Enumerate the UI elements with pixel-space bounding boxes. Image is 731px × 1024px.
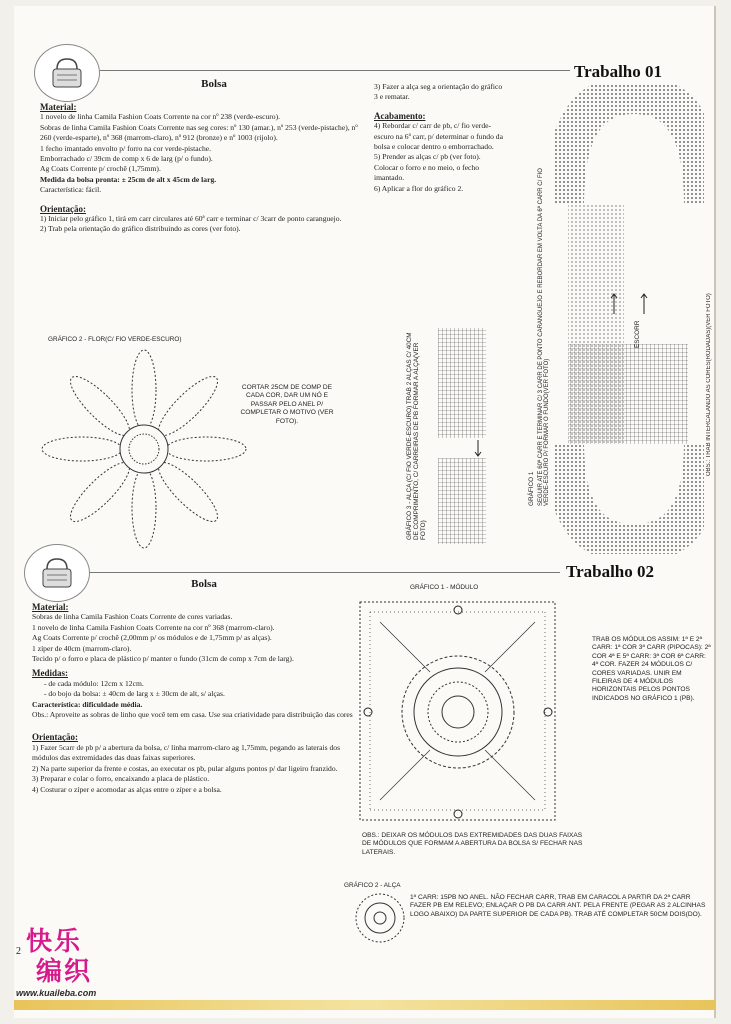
material-line: Emborrachado c/ 39cm de comp x 6 de larg (p/ o fundo). (40, 154, 213, 164)
section1-right-column (374, 82, 506, 194)
flower-note: CORTAR 25CM DE COMP DE CADA COR, DAR UM NÓ E PASSAR PELO ANEL P/ COMPLETAR O MOTIVO (VER FOTO). (240, 384, 334, 425)
material-heading: Material: (32, 602, 69, 612)
page-number: 2 (16, 946, 21, 957)
watermark-line1: 快乐 (26, 927, 83, 957)
footer-gold-bar (14, 1000, 716, 1010)
watermark-line2: 编织 (36, 957, 93, 987)
section2-title: Trabalho 02 (566, 562, 655, 581)
acabamento-heading: Acabamento: (374, 110, 426, 121)
bag-logo-icon (34, 44, 100, 102)
grafico1-modulo-label: GRÁFICO 1 - MÓDULO (410, 584, 479, 591)
grafico1-note: SEGUIR ATÉ 60ª CARR E TERMINAR C/ 3 CARR DE PONTO CARANGUEJO E REBORDAR EM VOLTA DA 6ª CARR C/ FIO VERDE-ESCURO P/ FORMAR O FUNDO(VER FOTO) (538, 168, 550, 506)
arrow-label: ESCORR (634, 320, 641, 348)
material-line: Tecido p/ o forro e placa de plástico p/ manter o fundo (31cm de comp x 7cm de larg). (32, 654, 294, 664)
grafico2-flor-label: GRÁFICO 2 - FLOR(C/ FIO VERDE-ESCURO) (48, 336, 182, 343)
orientacao-line: 3) Preparar e colar o forro, encaixando a placa de plástico. (32, 774, 210, 784)
flower-chart-diagram (34, 346, 264, 551)
obs: Obs.: Aproveite as sobras de linho que você tem em casa. Use sua criatividade para distribuição das cores (32, 710, 353, 720)
alca-note: 1ª CARR: 15PB NO ANEL. NÃO FECHAR CARR, TRAB EM CARACOL A PARTIR DA 2ª CARR FAZER PB EM RELEVO; ENLAÇAR O PB DA CARR ANT. PELA FRENTE (PEGAR AS 2 ALCINHAS LOGO ABAIXO) DA PARTE SUPERIOR DE CADA PB). TRAB ATÉ COMPLETAR 50CM DOIS(DO). (410, 894, 706, 918)
section1-heading: Bolsa (201, 78, 227, 90)
section1-material (40, 102, 362, 235)
grafico2-alca-label: GRÁFICO 2 - ALÇA (344, 882, 401, 889)
orientacao-heading: Orientação: (32, 732, 78, 743)
orientacao-heading: Orientação: (40, 203, 86, 214)
medidas-heading: Medidas: (32, 668, 68, 679)
material-line: Medida da bolsa pronta: ± 25cm de alt x 45cm de larg. (40, 174, 217, 184)
material-line: Sobras de linha Camila Fashion Coats Corrente de cores variadas. (32, 612, 233, 622)
material-heading: Material: (40, 102, 77, 112)
handle-chart-diagram (352, 890, 408, 946)
strap-chart-diagram (426, 322, 500, 548)
acabamento-line: 6) Aplicar a flor do gráfico 2. (374, 183, 464, 193)
section2-material (32, 602, 354, 795)
right-line: 3) Fazer a alça seg a orientação do gráfico 3 e rematar. (374, 82, 503, 102)
obs-chart-note: OBS.: DEIXAR OS MÓDULOS DAS EXTREMIDADES DAS DUAS FAIXAS DE MÓDULOS QUE FORMAM A ABERTURA DA BOLSA S/ FECHAR NAS LATERAIS. (362, 832, 583, 856)
material-line: 1 novelo de linha Camila Fashion Coats Corrente na cor nº 238 (verde-escuro). (40, 112, 281, 122)
material-line: Ag Coats Corrente p/ crochê (2,00mm p/ os módulos e de 1,75mm p/ as alças). (32, 633, 272, 643)
orientacao-line: 4) Costurar o zíper e acomodar as alças entre o zíper e a bolsa. (32, 784, 222, 794)
material-line: Ag Coats Corrente p/ crochê (1,75mm). (40, 164, 161, 174)
bag-icon (37, 555, 77, 591)
modulo-note: TRAB OS MÓDULOS ASSIM: 1ª E 2ª CARR: 1ª COR 3ª CARR (PIPOCAS): 2ª COR 4ª E 5ª CARR: 3ª COR 6ª CARR: 4ª COR. FAZER 24 MÓDULOS C/ CORES VARIADAS. UNIR EM FILEIRAS DE 4 MÓDULOS HORIZONTAIS PELOS PONTOS INDICADOS NO GRÁFICO 1 (PB). (592, 636, 711, 702)
module-chart-diagram (350, 592, 565, 832)
medidas-line: - de cada módulo: 12cm x 12cm. (44, 678, 144, 688)
obs-note: OBS.: TRAB INTERCALANDO AS CORES(RODADAS)(VER FOTO) (706, 293, 712, 476)
orientacao-line: 1) Fazer 5carr de pb p/ a abertura da bolsa, c/ linha marrom-claro ag 1,75mm, pegando as laterais dos módulos das extremidades das duas faixas superiores. (32, 742, 341, 763)
grafico3-alca-label: GRÁFICO 3 - ALÇA (C/ FIO VERDE-ESCURO) TRAB 2 ALÇAS C/ 40CM DE COMPRIMENTO, C/ CARREIRAS DE PB FORMAR A ALÇA(VER FOTO) (406, 332, 427, 540)
bag-icon (47, 55, 87, 91)
material-line: 1 fecho imantado envolto p/ forro na cor verde-pistache. (40, 143, 212, 153)
oval-chart-diagram (554, 84, 704, 554)
magazine-page (14, 6, 716, 1018)
section1-title: Trabalho 01 (574, 62, 663, 81)
grafico1-label: GRÁFICO 1 (528, 471, 535, 506)
acabamento-line: 4) Rebordar c/ carr de pb, c/ fio verde-escuro na 6ª carr, p/ determinar o fundo da bolsa e colocar dentro o emborrachado. (374, 121, 503, 152)
section2-rule (90, 572, 560, 573)
orientacao-line: 2) Na parte superior da frente e costas, ao executar os pb, pular alguns pontos p/ dar ligeiro franzido. (32, 763, 338, 773)
orientacao-line: 1) Iniciar pelo gráfico 1, tirá em carr circulares até 60ª carr e terminar c/ 3carr de ponto caranguejo. (40, 214, 342, 224)
bag-logo-icon-2 (24, 544, 90, 602)
material-line: Característica: fácil. (40, 185, 102, 195)
section2-heading: Bolsa (191, 578, 217, 590)
medidas-line: - do bojo da bolsa: ± 40cm de larg x ± 30cm de alt, s/ alças. (44, 689, 225, 699)
material-line: Sobras de linha Camila Fashion Coats Corrente nas seg cores: nº 130 (amar.), nº 253 (verde-pistache), nº 260 (verde-esparte), nº 368 (marrom-claro), nº 912 (bronze) e nº 1003 (rijolo). (40, 122, 358, 143)
material-line: 1 zíper de 40cm (marrom-claro). (32, 643, 132, 653)
watermark-url: www.kuaileba.com (16, 988, 97, 998)
caracteristica: Característica: dificuldade média. (32, 699, 143, 709)
section1-rule (100, 70, 570, 71)
acabamento-line: 5) Prender as alças c/ pb (ver foto). Colocar o forro e no meio, o fecho imantado. (374, 152, 481, 183)
material-line: 1 novelo de linha Camila Fashion Coats Corrente na cor nº 368 (marrom-claro). (32, 622, 275, 632)
orientacao-line: 2) Trab pela orientação do gráfico distribuindo as cores (ver foto). (40, 224, 241, 234)
